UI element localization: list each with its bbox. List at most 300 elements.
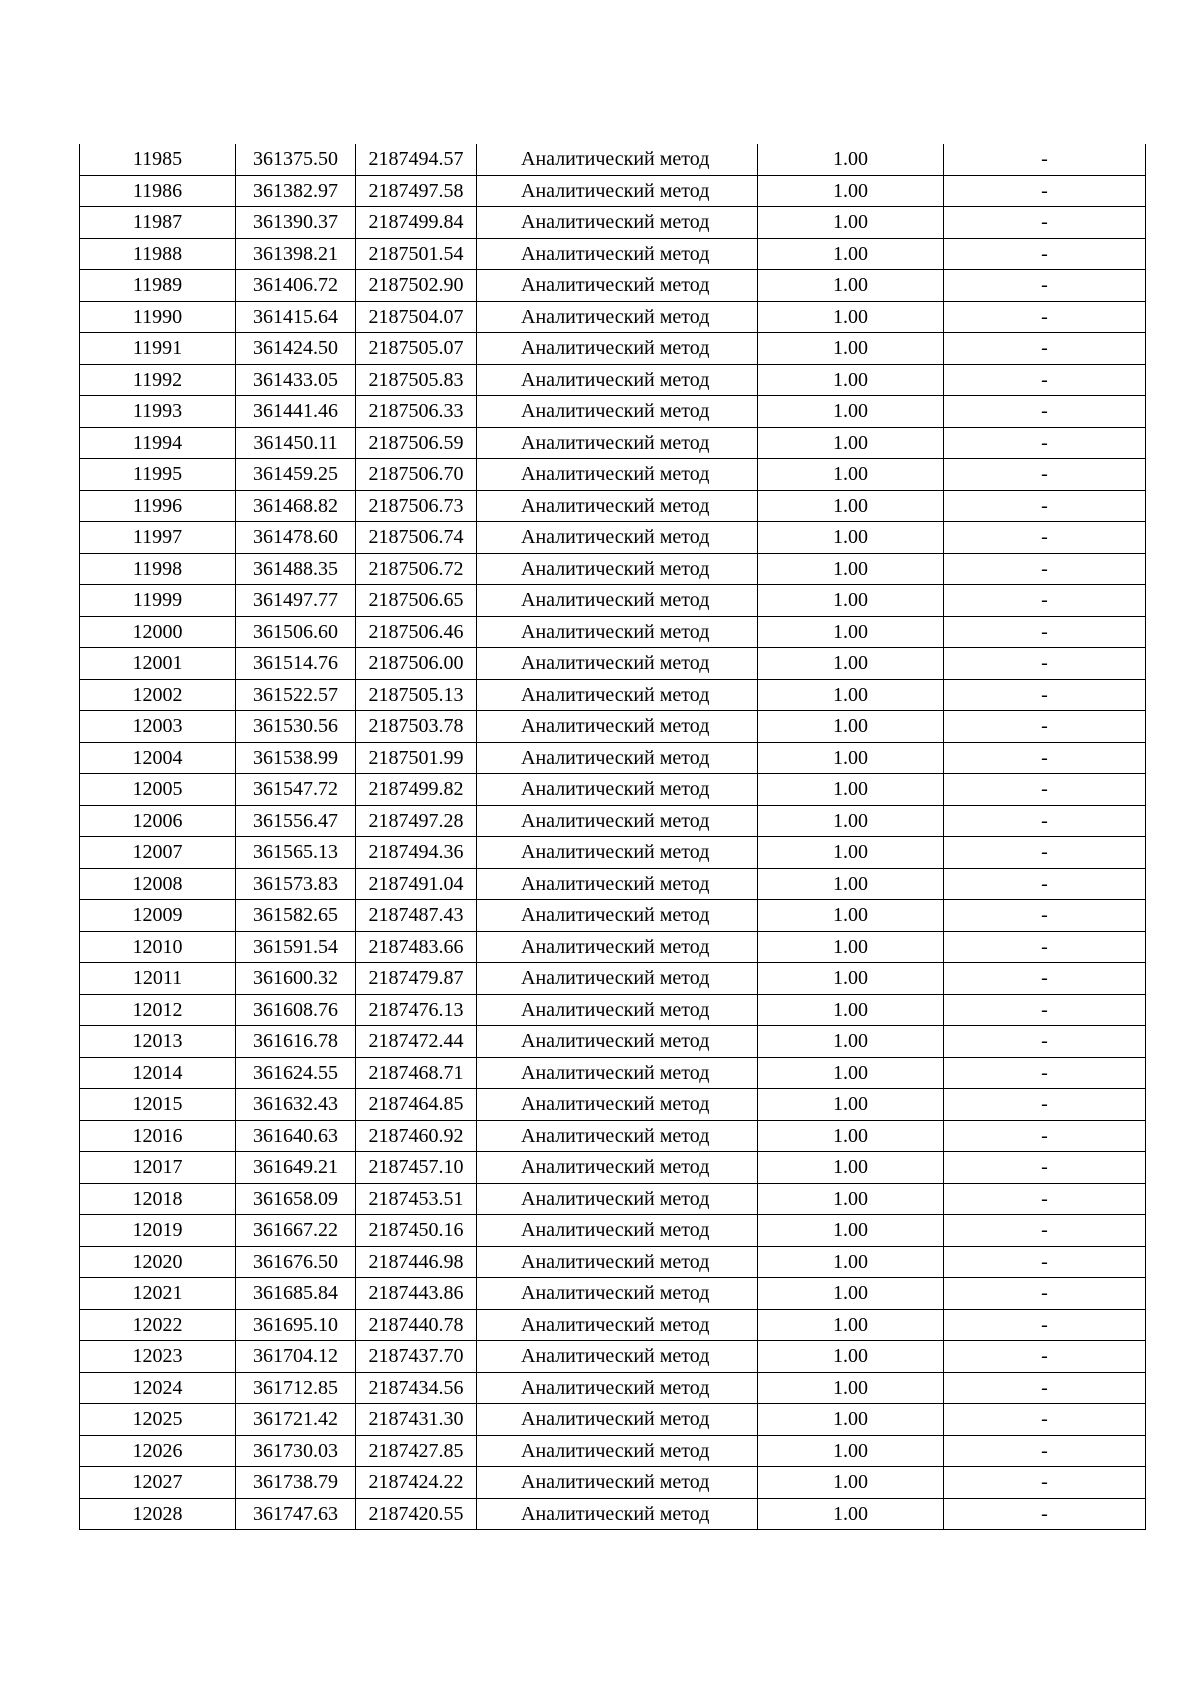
method-cell: Аналитический метод: [477, 774, 758, 806]
description-cell: -: [944, 837, 1146, 869]
method-cell: Аналитический метод: [477, 238, 758, 270]
table-row: [80, 1120, 1146, 1152]
x-coordinate-cell: 361375.50: [236, 144, 356, 175]
description-cell: -: [944, 1278, 1146, 1310]
point-number-cell: 12014: [80, 1057, 236, 1089]
x-coordinate-cell: 361538.99: [236, 742, 356, 774]
table-row: [80, 1498, 1146, 1530]
accuracy-cell: 1.00: [758, 1498, 944, 1530]
method-cell: Аналитический метод: [477, 1026, 758, 1058]
point-number-cell: 12010: [80, 931, 236, 963]
x-coordinate-cell: 361649.21: [236, 1152, 356, 1184]
point-number-cell: 12012: [80, 994, 236, 1026]
x-coordinate-cell: 361406.72: [236, 270, 356, 302]
description-cell: -: [944, 301, 1146, 333]
description-cell: -: [944, 648, 1146, 680]
description-cell: -: [944, 1435, 1146, 1467]
point-number-cell: 12016: [80, 1120, 236, 1152]
x-coordinate-cell: 361632.43: [236, 1089, 356, 1121]
point-number-cell: 11994: [80, 427, 236, 459]
table-row: [80, 1026, 1146, 1058]
method-cell: Аналитический метод: [477, 963, 758, 995]
y-coordinate-cell: 2187487.43: [356, 900, 477, 932]
table-row: [80, 837, 1146, 869]
accuracy-cell: 1.00: [758, 1341, 944, 1373]
y-coordinate-cell: 2187424.22: [356, 1467, 477, 1499]
point-number-cell: 12025: [80, 1404, 236, 1436]
method-cell: Аналитический метод: [477, 1341, 758, 1373]
y-coordinate-cell: 2187506.73: [356, 490, 477, 522]
y-coordinate-cell: 2187483.66: [356, 931, 477, 963]
method-cell: Аналитический метод: [477, 270, 758, 302]
method-cell: Аналитический метод: [477, 1309, 758, 1341]
table-row: [80, 616, 1146, 648]
description-cell: -: [944, 931, 1146, 963]
accuracy-cell: 1.00: [758, 1026, 944, 1058]
table-row: [80, 396, 1146, 428]
y-coordinate-cell: 2187502.90: [356, 270, 477, 302]
table-row: [80, 1089, 1146, 1121]
method-cell: Аналитический метод: [477, 994, 758, 1026]
y-coordinate-cell: 2187443.86: [356, 1278, 477, 1310]
accuracy-cell: 1.00: [758, 648, 944, 680]
method-cell: Аналитический метод: [477, 175, 758, 207]
table-row: [80, 900, 1146, 932]
x-coordinate-cell: 361573.83: [236, 868, 356, 900]
accuracy-cell: 1.00: [758, 1404, 944, 1436]
y-coordinate-cell: 2187437.70: [356, 1341, 477, 1373]
table-row: [80, 1372, 1146, 1404]
method-cell: Аналитический метод: [477, 144, 758, 175]
table-row: [80, 1278, 1146, 1310]
method-cell: Аналитический метод: [477, 396, 758, 428]
point-number-cell: 12003: [80, 711, 236, 743]
x-coordinate-cell: 361459.25: [236, 459, 356, 491]
table-row: [80, 238, 1146, 270]
accuracy-cell: 1.00: [758, 742, 944, 774]
table-row: [80, 1215, 1146, 1247]
table-row: [80, 1057, 1146, 1089]
method-cell: Аналитический метод: [477, 585, 758, 617]
table-row: [80, 522, 1146, 554]
accuracy-cell: 1.00: [758, 427, 944, 459]
description-cell: -: [944, 742, 1146, 774]
point-number-cell: 12009: [80, 900, 236, 932]
point-number-cell: 12008: [80, 868, 236, 900]
point-number-cell: 12021: [80, 1278, 236, 1310]
accuracy-cell: 1.00: [758, 333, 944, 365]
accuracy-cell: 1.00: [758, 490, 944, 522]
y-coordinate-cell: 2187497.58: [356, 175, 477, 207]
x-coordinate-cell: 361616.78: [236, 1026, 356, 1058]
accuracy-cell: 1.00: [758, 270, 944, 302]
accuracy-cell: 1.00: [758, 144, 944, 175]
y-coordinate-cell: 2187457.10: [356, 1152, 477, 1184]
method-cell: Аналитический метод: [477, 1404, 758, 1436]
accuracy-cell: 1.00: [758, 1309, 944, 1341]
x-coordinate-cell: 361624.55: [236, 1057, 356, 1089]
coordinates-table: [79, 144, 1146, 1530]
method-cell: Аналитический метод: [477, 648, 758, 680]
point-number-cell: 12020: [80, 1246, 236, 1278]
method-cell: Аналитический метод: [477, 1120, 758, 1152]
table-row: [80, 711, 1146, 743]
x-coordinate-cell: 361730.03: [236, 1435, 356, 1467]
description-cell: -: [944, 868, 1146, 900]
point-number-cell: 11986: [80, 175, 236, 207]
method-cell: Аналитический метод: [477, 1183, 758, 1215]
method-cell: Аналитический метод: [477, 1152, 758, 1184]
x-coordinate-cell: 361695.10: [236, 1309, 356, 1341]
description-cell: -: [944, 1498, 1146, 1530]
description-cell: -: [944, 522, 1146, 554]
y-coordinate-cell: 2187431.30: [356, 1404, 477, 1436]
x-coordinate-cell: 361565.13: [236, 837, 356, 869]
x-coordinate-cell: 361415.64: [236, 301, 356, 333]
point-number-cell: 12004: [80, 742, 236, 774]
table-row: [80, 585, 1146, 617]
table-row: [80, 333, 1146, 365]
accuracy-cell: 1.00: [758, 585, 944, 617]
description-cell: -: [944, 490, 1146, 522]
table-row: [80, 1246, 1146, 1278]
y-coordinate-cell: 2187505.07: [356, 333, 477, 365]
point-number-cell: 12000: [80, 616, 236, 648]
point-number-cell: 11987: [80, 207, 236, 239]
table-row: [80, 1183, 1146, 1215]
description-cell: -: [944, 553, 1146, 585]
y-coordinate-cell: 2187491.04: [356, 868, 477, 900]
accuracy-cell: 1.00: [758, 1372, 944, 1404]
table-row: [80, 270, 1146, 302]
table-row: [80, 207, 1146, 239]
description-cell: -: [944, 175, 1146, 207]
description-cell: -: [944, 585, 1146, 617]
point-number-cell: 12002: [80, 679, 236, 711]
point-number-cell: 12028: [80, 1498, 236, 1530]
accuracy-cell: 1.00: [758, 1215, 944, 1247]
method-cell: Аналитический метод: [477, 868, 758, 900]
description-cell: -: [944, 207, 1146, 239]
table-row: [80, 1309, 1146, 1341]
y-coordinate-cell: 2187460.92: [356, 1120, 477, 1152]
method-cell: Аналитический метод: [477, 207, 758, 239]
y-coordinate-cell: 2187499.84: [356, 207, 477, 239]
description-cell: -: [944, 1026, 1146, 1058]
description-cell: -: [944, 427, 1146, 459]
method-cell: Аналитический метод: [477, 1498, 758, 1530]
description-cell: -: [944, 364, 1146, 396]
y-coordinate-cell: 2187497.28: [356, 805, 477, 837]
x-coordinate-cell: 361582.65: [236, 900, 356, 932]
point-number-cell: 11989: [80, 270, 236, 302]
description-cell: -: [944, 1152, 1146, 1184]
description-cell: -: [944, 1120, 1146, 1152]
y-coordinate-cell: 2187506.59: [356, 427, 477, 459]
accuracy-cell: 1.00: [758, 616, 944, 648]
method-cell: Аналитический метод: [477, 1372, 758, 1404]
point-number-cell: 12007: [80, 837, 236, 869]
point-number-cell: 12017: [80, 1152, 236, 1184]
point-number-cell: 12023: [80, 1341, 236, 1373]
accuracy-cell: 1.00: [758, 1467, 944, 1499]
accuracy-cell: 1.00: [758, 1152, 944, 1184]
x-coordinate-cell: 361685.84: [236, 1278, 356, 1310]
y-coordinate-cell: 2187504.07: [356, 301, 477, 333]
x-coordinate-cell: 361441.46: [236, 396, 356, 428]
accuracy-cell: 1.00: [758, 1120, 944, 1152]
x-coordinate-cell: 361658.09: [236, 1183, 356, 1215]
x-coordinate-cell: 361497.77: [236, 585, 356, 617]
method-cell: Аналитический метод: [477, 1089, 758, 1121]
y-coordinate-cell: 2187499.82: [356, 774, 477, 806]
accuracy-cell: 1.00: [758, 679, 944, 711]
point-number-cell: 12006: [80, 805, 236, 837]
table-row: [80, 1152, 1146, 1184]
accuracy-cell: 1.00: [758, 1057, 944, 1089]
x-coordinate-cell: 361390.37: [236, 207, 356, 239]
y-coordinate-cell: 2187420.55: [356, 1498, 477, 1530]
description-cell: -: [944, 270, 1146, 302]
table-row: [80, 648, 1146, 680]
x-coordinate-cell: 361608.76: [236, 994, 356, 1026]
method-cell: Аналитический метод: [477, 364, 758, 396]
method-cell: Аналитический метод: [477, 459, 758, 491]
table-row: [80, 301, 1146, 333]
point-number-cell: 12026: [80, 1435, 236, 1467]
y-coordinate-cell: 2187506.70: [356, 459, 477, 491]
description-cell: -: [944, 144, 1146, 175]
accuracy-cell: 1.00: [758, 1435, 944, 1467]
x-coordinate-cell: 361450.11: [236, 427, 356, 459]
x-coordinate-cell: 361514.76: [236, 648, 356, 680]
y-coordinate-cell: 2187505.83: [356, 364, 477, 396]
y-coordinate-cell: 2187440.78: [356, 1309, 477, 1341]
table-row: [80, 868, 1146, 900]
x-coordinate-cell: 361382.97: [236, 175, 356, 207]
accuracy-cell: 1.00: [758, 711, 944, 743]
point-number-cell: 12019: [80, 1215, 236, 1247]
x-coordinate-cell: 361478.60: [236, 522, 356, 554]
accuracy-cell: 1.00: [758, 553, 944, 585]
description-cell: -: [944, 616, 1146, 648]
description-cell: -: [944, 1057, 1146, 1089]
method-cell: Аналитический метод: [477, 679, 758, 711]
x-coordinate-cell: 361556.47: [236, 805, 356, 837]
x-coordinate-cell: 361424.50: [236, 333, 356, 365]
y-coordinate-cell: 2187506.46: [356, 616, 477, 648]
accuracy-cell: 1.00: [758, 774, 944, 806]
description-cell: -: [944, 1467, 1146, 1499]
x-coordinate-cell: 361640.63: [236, 1120, 356, 1152]
point-number-cell: 11988: [80, 238, 236, 270]
table-row: [80, 1404, 1146, 1436]
y-coordinate-cell: 2187453.51: [356, 1183, 477, 1215]
table-row: [80, 553, 1146, 585]
y-coordinate-cell: 2187506.65: [356, 585, 477, 617]
description-cell: -: [944, 1215, 1146, 1247]
method-cell: Аналитический метод: [477, 900, 758, 932]
y-coordinate-cell: 2187468.71: [356, 1057, 477, 1089]
table-row: [80, 175, 1146, 207]
description-cell: -: [944, 1089, 1146, 1121]
point-number-cell: 11985: [80, 144, 236, 175]
x-coordinate-cell: 361704.12: [236, 1341, 356, 1373]
point-number-cell: 11992: [80, 364, 236, 396]
description-cell: -: [944, 679, 1146, 711]
point-number-cell: 11997: [80, 522, 236, 554]
method-cell: Аналитический метод: [477, 1278, 758, 1310]
accuracy-cell: 1.00: [758, 1278, 944, 1310]
table-row: [80, 679, 1146, 711]
method-cell: Аналитический метод: [477, 1467, 758, 1499]
y-coordinate-cell: 2187506.33: [356, 396, 477, 428]
table-row: [80, 364, 1146, 396]
table-row: [80, 931, 1146, 963]
x-coordinate-cell: 361721.42: [236, 1404, 356, 1436]
x-coordinate-cell: 361600.32: [236, 963, 356, 995]
method-cell: Аналитический метод: [477, 333, 758, 365]
point-number-cell: 12022: [80, 1309, 236, 1341]
y-coordinate-cell: 2187494.57: [356, 144, 477, 175]
method-cell: Аналитический метод: [477, 805, 758, 837]
method-cell: Аналитический метод: [477, 301, 758, 333]
description-cell: -: [944, 1372, 1146, 1404]
point-number-cell: 11993: [80, 396, 236, 428]
description-cell: -: [944, 1309, 1146, 1341]
accuracy-cell: 1.00: [758, 238, 944, 270]
accuracy-cell: 1.00: [758, 900, 944, 932]
accuracy-cell: 1.00: [758, 301, 944, 333]
accuracy-cell: 1.00: [758, 931, 944, 963]
accuracy-cell: 1.00: [758, 175, 944, 207]
method-cell: Аналитический метод: [477, 522, 758, 554]
accuracy-cell: 1.00: [758, 522, 944, 554]
method-cell: Аналитический метод: [477, 711, 758, 743]
method-cell: Аналитический метод: [477, 931, 758, 963]
x-coordinate-cell: 361488.35: [236, 553, 356, 585]
description-cell: -: [944, 1246, 1146, 1278]
accuracy-cell: 1.00: [758, 207, 944, 239]
table-row: [80, 459, 1146, 491]
method-cell: Аналитический метод: [477, 490, 758, 522]
description-cell: -: [944, 238, 1146, 270]
description-cell: -: [944, 900, 1146, 932]
point-number-cell: 11995: [80, 459, 236, 491]
table-row: [80, 963, 1146, 995]
accuracy-cell: 1.00: [758, 1246, 944, 1278]
y-coordinate-cell: 2187501.54: [356, 238, 477, 270]
table-row: [80, 490, 1146, 522]
description-cell: -: [944, 1341, 1146, 1373]
point-number-cell: 12018: [80, 1183, 236, 1215]
y-coordinate-cell: 2187494.36: [356, 837, 477, 869]
method-cell: Аналитический метод: [477, 1215, 758, 1247]
y-coordinate-cell: 2187446.98: [356, 1246, 477, 1278]
x-coordinate-cell: 361712.85: [236, 1372, 356, 1404]
x-coordinate-cell: 361676.50: [236, 1246, 356, 1278]
x-coordinate-cell: 361667.22: [236, 1215, 356, 1247]
method-cell: Аналитический метод: [477, 616, 758, 648]
table-row: [80, 742, 1146, 774]
description-cell: -: [944, 963, 1146, 995]
description-cell: -: [944, 1183, 1146, 1215]
x-coordinate-cell: 361547.72: [236, 774, 356, 806]
x-coordinate-cell: 361468.82: [236, 490, 356, 522]
x-coordinate-cell: 361433.05: [236, 364, 356, 396]
accuracy-cell: 1.00: [758, 396, 944, 428]
point-number-cell: 12001: [80, 648, 236, 680]
point-number-cell: 11998: [80, 553, 236, 585]
y-coordinate-cell: 2187434.56: [356, 1372, 477, 1404]
accuracy-cell: 1.00: [758, 994, 944, 1026]
method-cell: Аналитический метод: [477, 553, 758, 585]
x-coordinate-cell: 361591.54: [236, 931, 356, 963]
y-coordinate-cell: 2187427.85: [356, 1435, 477, 1467]
description-cell: -: [944, 774, 1146, 806]
method-cell: Аналитический метод: [477, 837, 758, 869]
y-coordinate-cell: 2187479.87: [356, 963, 477, 995]
method-cell: Аналитический метод: [477, 1057, 758, 1089]
accuracy-cell: 1.00: [758, 963, 944, 995]
point-number-cell: 11990: [80, 301, 236, 333]
x-coordinate-cell: 361522.57: [236, 679, 356, 711]
y-coordinate-cell: 2187476.13: [356, 994, 477, 1026]
description-cell: -: [944, 396, 1146, 428]
y-coordinate-cell: 2187472.44: [356, 1026, 477, 1058]
point-number-cell: 12027: [80, 1467, 236, 1499]
y-coordinate-cell: 2187464.85: [356, 1089, 477, 1121]
y-coordinate-cell: 2187506.00: [356, 648, 477, 680]
y-coordinate-cell: 2187505.13: [356, 679, 477, 711]
point-number-cell: 12024: [80, 1372, 236, 1404]
point-number-cell: 12015: [80, 1089, 236, 1121]
table-row: [80, 144, 1146, 175]
accuracy-cell: 1.00: [758, 1183, 944, 1215]
accuracy-cell: 1.00: [758, 364, 944, 396]
accuracy-cell: 1.00: [758, 1089, 944, 1121]
table-row: [80, 1341, 1146, 1373]
table-row: [80, 994, 1146, 1026]
x-coordinate-cell: 361747.63: [236, 1498, 356, 1530]
method-cell: Аналитический метод: [477, 742, 758, 774]
x-coordinate-cell: 361398.21: [236, 238, 356, 270]
y-coordinate-cell: 2187506.74: [356, 522, 477, 554]
method-cell: Аналитический метод: [477, 427, 758, 459]
table-row: [80, 774, 1146, 806]
description-cell: -: [944, 459, 1146, 491]
method-cell: Аналитический метод: [477, 1435, 758, 1467]
point-number-cell: 12005: [80, 774, 236, 806]
y-coordinate-cell: 2187503.78: [356, 711, 477, 743]
accuracy-cell: 1.00: [758, 868, 944, 900]
description-cell: -: [944, 994, 1146, 1026]
table-row: [80, 1435, 1146, 1467]
table-row: [80, 805, 1146, 837]
point-number-cell: 12013: [80, 1026, 236, 1058]
description-cell: -: [944, 711, 1146, 743]
accuracy-cell: 1.00: [758, 805, 944, 837]
point-number-cell: 11991: [80, 333, 236, 365]
table-row: [80, 427, 1146, 459]
y-coordinate-cell: 2187506.72: [356, 553, 477, 585]
table-body: [80, 144, 1146, 1530]
point-number-cell: 11996: [80, 490, 236, 522]
method-cell: Аналитический метод: [477, 1246, 758, 1278]
description-cell: -: [944, 1404, 1146, 1436]
point-number-cell: 11999: [80, 585, 236, 617]
accuracy-cell: 1.00: [758, 459, 944, 491]
